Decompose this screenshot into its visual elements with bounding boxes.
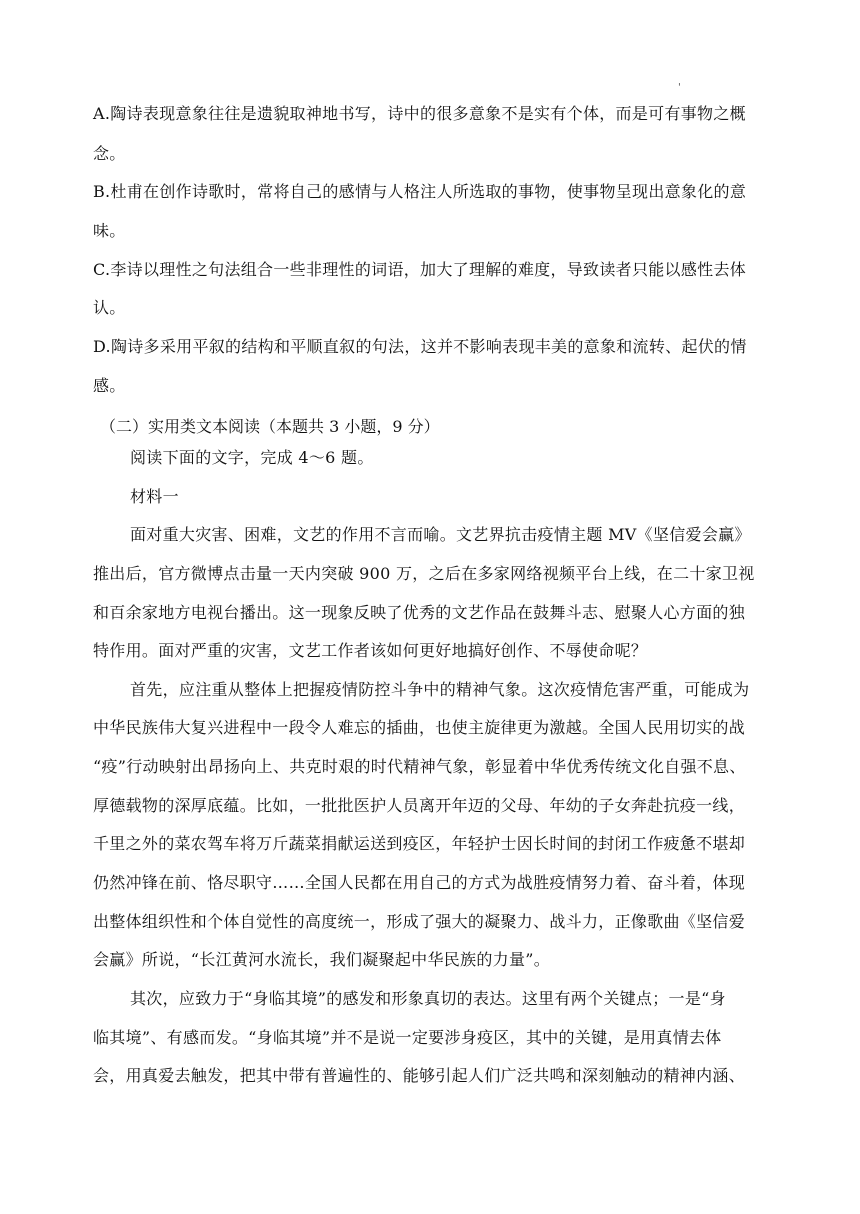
paragraph-line: 临其境”、有感而发。“身临其境”并不是说一定要涉身疫区，其中的关键，是用真情去体 xyxy=(93,1028,722,1047)
paragraph-line: “疫”行动映射出昂扬向上、共克时艰的时代精神气象，彰显着中华优秀传统文化自强不息、 xyxy=(93,757,746,776)
option-b-line-2: 味。 xyxy=(93,221,126,240)
option-d-line-1: D.陶诗多采用平叙的结构和平顺直叙的句法，这并不影响表现丰美的意象和流转、起伏的情 xyxy=(93,337,747,356)
paragraph-line: 和百余家地方电视台播出。这一现象反映了优秀的文艺作品在鼓舞斗志、慰聚人心方面的独 xyxy=(93,603,746,622)
option-a-line-1: A.陶诗表现意象往往是遗貌取神地书写，诗中的很多意象不是实有个体，而是可有事物之概 xyxy=(93,104,746,123)
option-a-line-2: 念。 xyxy=(93,144,126,163)
option-c-line-1: C.李诗以理性之句法组合一些非理性的词语，加大了理解的难度，导致读者只能以感性去体 xyxy=(93,260,747,279)
paragraph-line: 仍然冲锋在前、恪尽职守……全国人民都在用自己的方式为战胜疫情努力着、奋斗着，体现 xyxy=(93,873,746,892)
paragraph-line: 千里之外的菜农驾车将万斤蔬菜捐献运送到疫区，年轻护士因长时间的封闭工作疲惫不堪却 xyxy=(93,834,746,853)
option-c-line-2: 认。 xyxy=(93,298,126,317)
option-b-line-1: B.杜甫在创作诗歌时，常将自己的感情与人格注人所选取的事物，使事物呈现出意象化的意 xyxy=(93,182,747,201)
paragraph-line: 会赢》所说，“长江黄河水流长，我们凝聚起中华民族的力量”。 xyxy=(93,950,551,969)
option-d-line-2: 感。 xyxy=(93,376,126,395)
paragraph-line: 面对重大灾害、困难，文艺的作用不言而喻。文艺界抗击疫情主题 MV《坚信爱会赢》 xyxy=(130,525,751,544)
paragraph-line: 厚德载物的深厚底蕴。比如，一批批医护人员离开年迈的父母、年幼的子女奔赴抗疫一线， xyxy=(93,796,746,815)
paragraph-line: 首先，应注重从整体上把握疫情防控斗争中的精神气象。这次疫情危害严重，可能成为 xyxy=(130,680,750,699)
paragraph-line: 会，用真爱去触发，把其中带有普遍性的、能够引起人们广泛共鸣和深刻触动的精神内涵、 xyxy=(93,1066,746,1085)
paragraph-line: 出整体组织性和个体自觉性的高度统一，形成了强大的凝聚力、战斗力，正像歌曲《坚信爱 xyxy=(93,912,746,931)
paragraph-line: 中华民族伟大复兴进程中一段令人难忘的插曲，也使主旋律更为激越。全国人民用切实的战 xyxy=(93,718,746,737)
paragraph-line: 特作用。面对严重的灾害，文艺工作者该如何更好地搞好创作、不辱使命呢？ xyxy=(93,641,648,660)
page-mark: ' xyxy=(678,82,681,93)
instruction: 阅读下面的文字，完成 4～6 题。 xyxy=(130,448,374,467)
material-label: 材料一 xyxy=(130,487,179,506)
section-title: （二）实用类文本阅读（本题共 3 小题，9 分） xyxy=(100,417,440,436)
paragraph-line: 推出后，官方微博点击量一天内突破 900 万，之后在多家网络视频平台上线，在二十家卫视 xyxy=(93,564,755,583)
paragraph-line: 其次，应致力于“身临其境”的感发和形象真切的表达。这里有两个关键点；一是“身 xyxy=(130,989,726,1008)
